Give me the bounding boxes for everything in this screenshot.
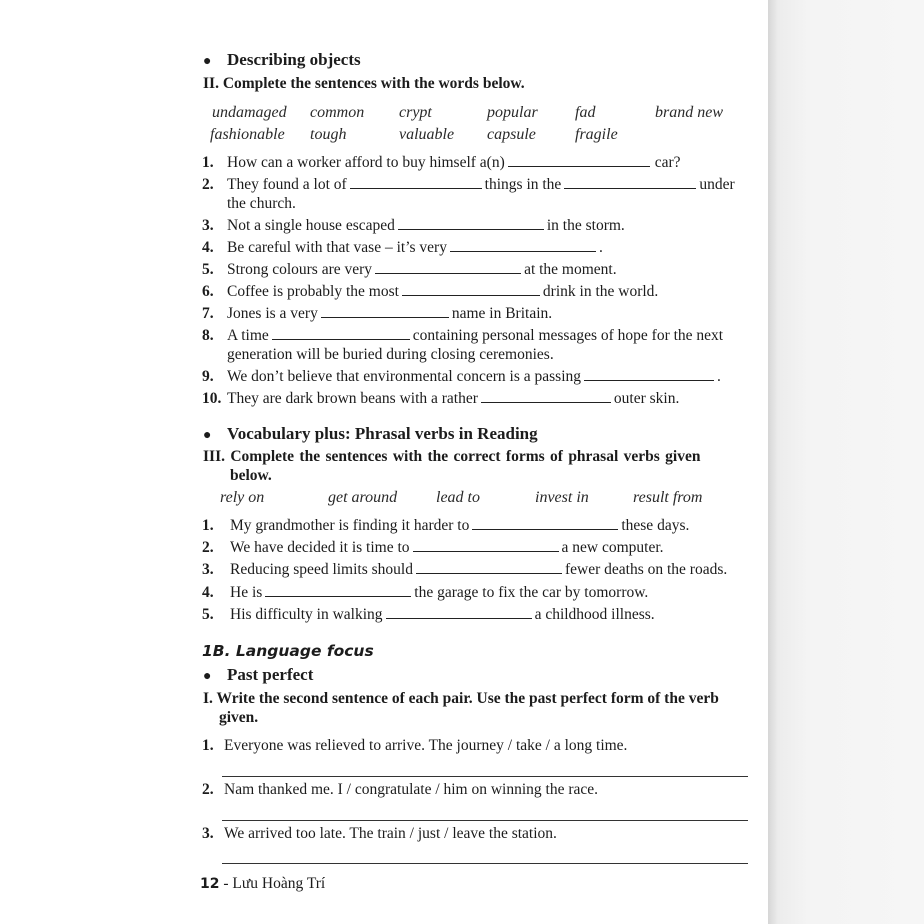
answer-blank[interactable] (350, 176, 482, 189)
answer-blank[interactable] (402, 283, 540, 296)
answer-blank[interactable] (398, 217, 544, 230)
answer-line[interactable] (222, 863, 748, 864)
answer-blank[interactable] (450, 239, 596, 252)
exercise-title-i: I. Write the second sentence of each pair. Use the past perfect form of the verb (203, 690, 719, 707)
exercise-title-iii-cont: below. (230, 467, 272, 484)
word-bank-item: undamaged (212, 104, 287, 121)
word-bank-item: valuable (399, 126, 455, 143)
bullet-icon: ● (203, 669, 212, 684)
workbook-page: ● Describing objects II. Complete the sentences with the words below. undamaged common crypt popular fad brand new fashionable tough valuable capsule fragile 1. How can a worker afford to buy himself a(n) car? 2. They found a lot of things in the under the church. 3. Not a single house escaped in the storm. 4. Be careful with that vase – it’s very . 5. Strong colours are very at the moment. 6. Coffee is probably the most drink in the world. 7. Jones is a very name in Britain. 8. A time containing personal messages of hope for the next generation will be buried during closing ceremonies. 9. We don’t believe that environmental concern is a passing . 10. They are dark brown beans with a rather outer skin. ● Vocabulary plus: Phrasal verbs in Reading III. Complete the sentences with the correct forms of phrasal verbs given below. rely on get around lead to invest in result from 1. My grandmother is finding it harder to these days. 2. We have decided it is time to a new computer. 3. Reducing speed limits should fewer deaths on the roads. 4. He is the garage to fix the car by tomorrow. 5. His difficulty in walking a childhood illness. 1B. Language focus ● Past perfect I. Write the second sentence of each pair. Use the past perfect form of the verb given. 1. Everyone was relieved to arrive. The journey / take / a long time. 2. Nam thanked me. I / congratulate / him on winning the race. 3. We arrived too late. The train / just / leave the station. 12 - Lưu Hoàng Trí (0, 0, 768, 924)
word-bank-item: crypt (399, 104, 432, 121)
word-bank-item: get around (328, 489, 398, 506)
word-bank-item: tough (310, 126, 347, 143)
word-bank-item: popular (487, 104, 538, 121)
word-bank-item: brand new (655, 104, 723, 121)
bullet-icon: ● (203, 54, 212, 69)
answer-line[interactable] (222, 820, 748, 821)
answer-blank[interactable] (584, 368, 714, 381)
author-name: Lưu Hoàng Trí (232, 875, 326, 892)
answer-blank[interactable] (386, 606, 532, 619)
answer-blank[interactable] (416, 561, 562, 574)
footer-separator: - (223, 875, 229, 892)
answer-blank[interactable] (413, 539, 559, 552)
word-bank-item: rely on (220, 489, 265, 506)
word-bank-item: lead to (436, 489, 480, 506)
answer-blank[interactable] (472, 517, 618, 530)
section-heading-past-perfect: ● Past perfect (203, 665, 314, 684)
answer-blank[interactable] (564, 176, 696, 189)
word-bank-item: fashionable (210, 126, 285, 143)
answer-blank[interactable] (481, 390, 611, 403)
page-number: 12 (200, 876, 220, 892)
section-title-language-focus: 1B. Language focus (202, 642, 374, 660)
answer-line[interactable] (222, 776, 748, 777)
exercise-title-ii: II. Complete the sentences with the words below. (203, 75, 525, 92)
page-footer (200, 875, 325, 893)
section-heading-describing: ● Describing objects (203, 50, 361, 69)
answer-blank[interactable] (321, 305, 449, 318)
section-heading-phrasal: ● Vocabulary plus: Phrasal verbs in Reading (203, 424, 538, 443)
exercise-title-i-cont: given. (219, 709, 259, 726)
word-bank-item: common (310, 104, 365, 121)
exercise-title-iii: III. Complete the sentences with the correct forms of phrasal verbs given (203, 448, 701, 465)
page-edge-shadow (768, 0, 924, 924)
answer-blank[interactable] (375, 261, 521, 274)
bullet-icon: ● (203, 428, 212, 443)
word-bank-item: fragile (575, 126, 618, 143)
word-bank-item: invest in (535, 489, 589, 506)
word-bank-item: capsule (487, 126, 536, 143)
answer-blank[interactable] (508, 154, 650, 167)
word-bank-item: result from (633, 489, 703, 506)
answer-blank[interactable] (265, 584, 411, 597)
answer-blank[interactable] (272, 327, 410, 340)
word-bank-item: fad (575, 104, 596, 121)
